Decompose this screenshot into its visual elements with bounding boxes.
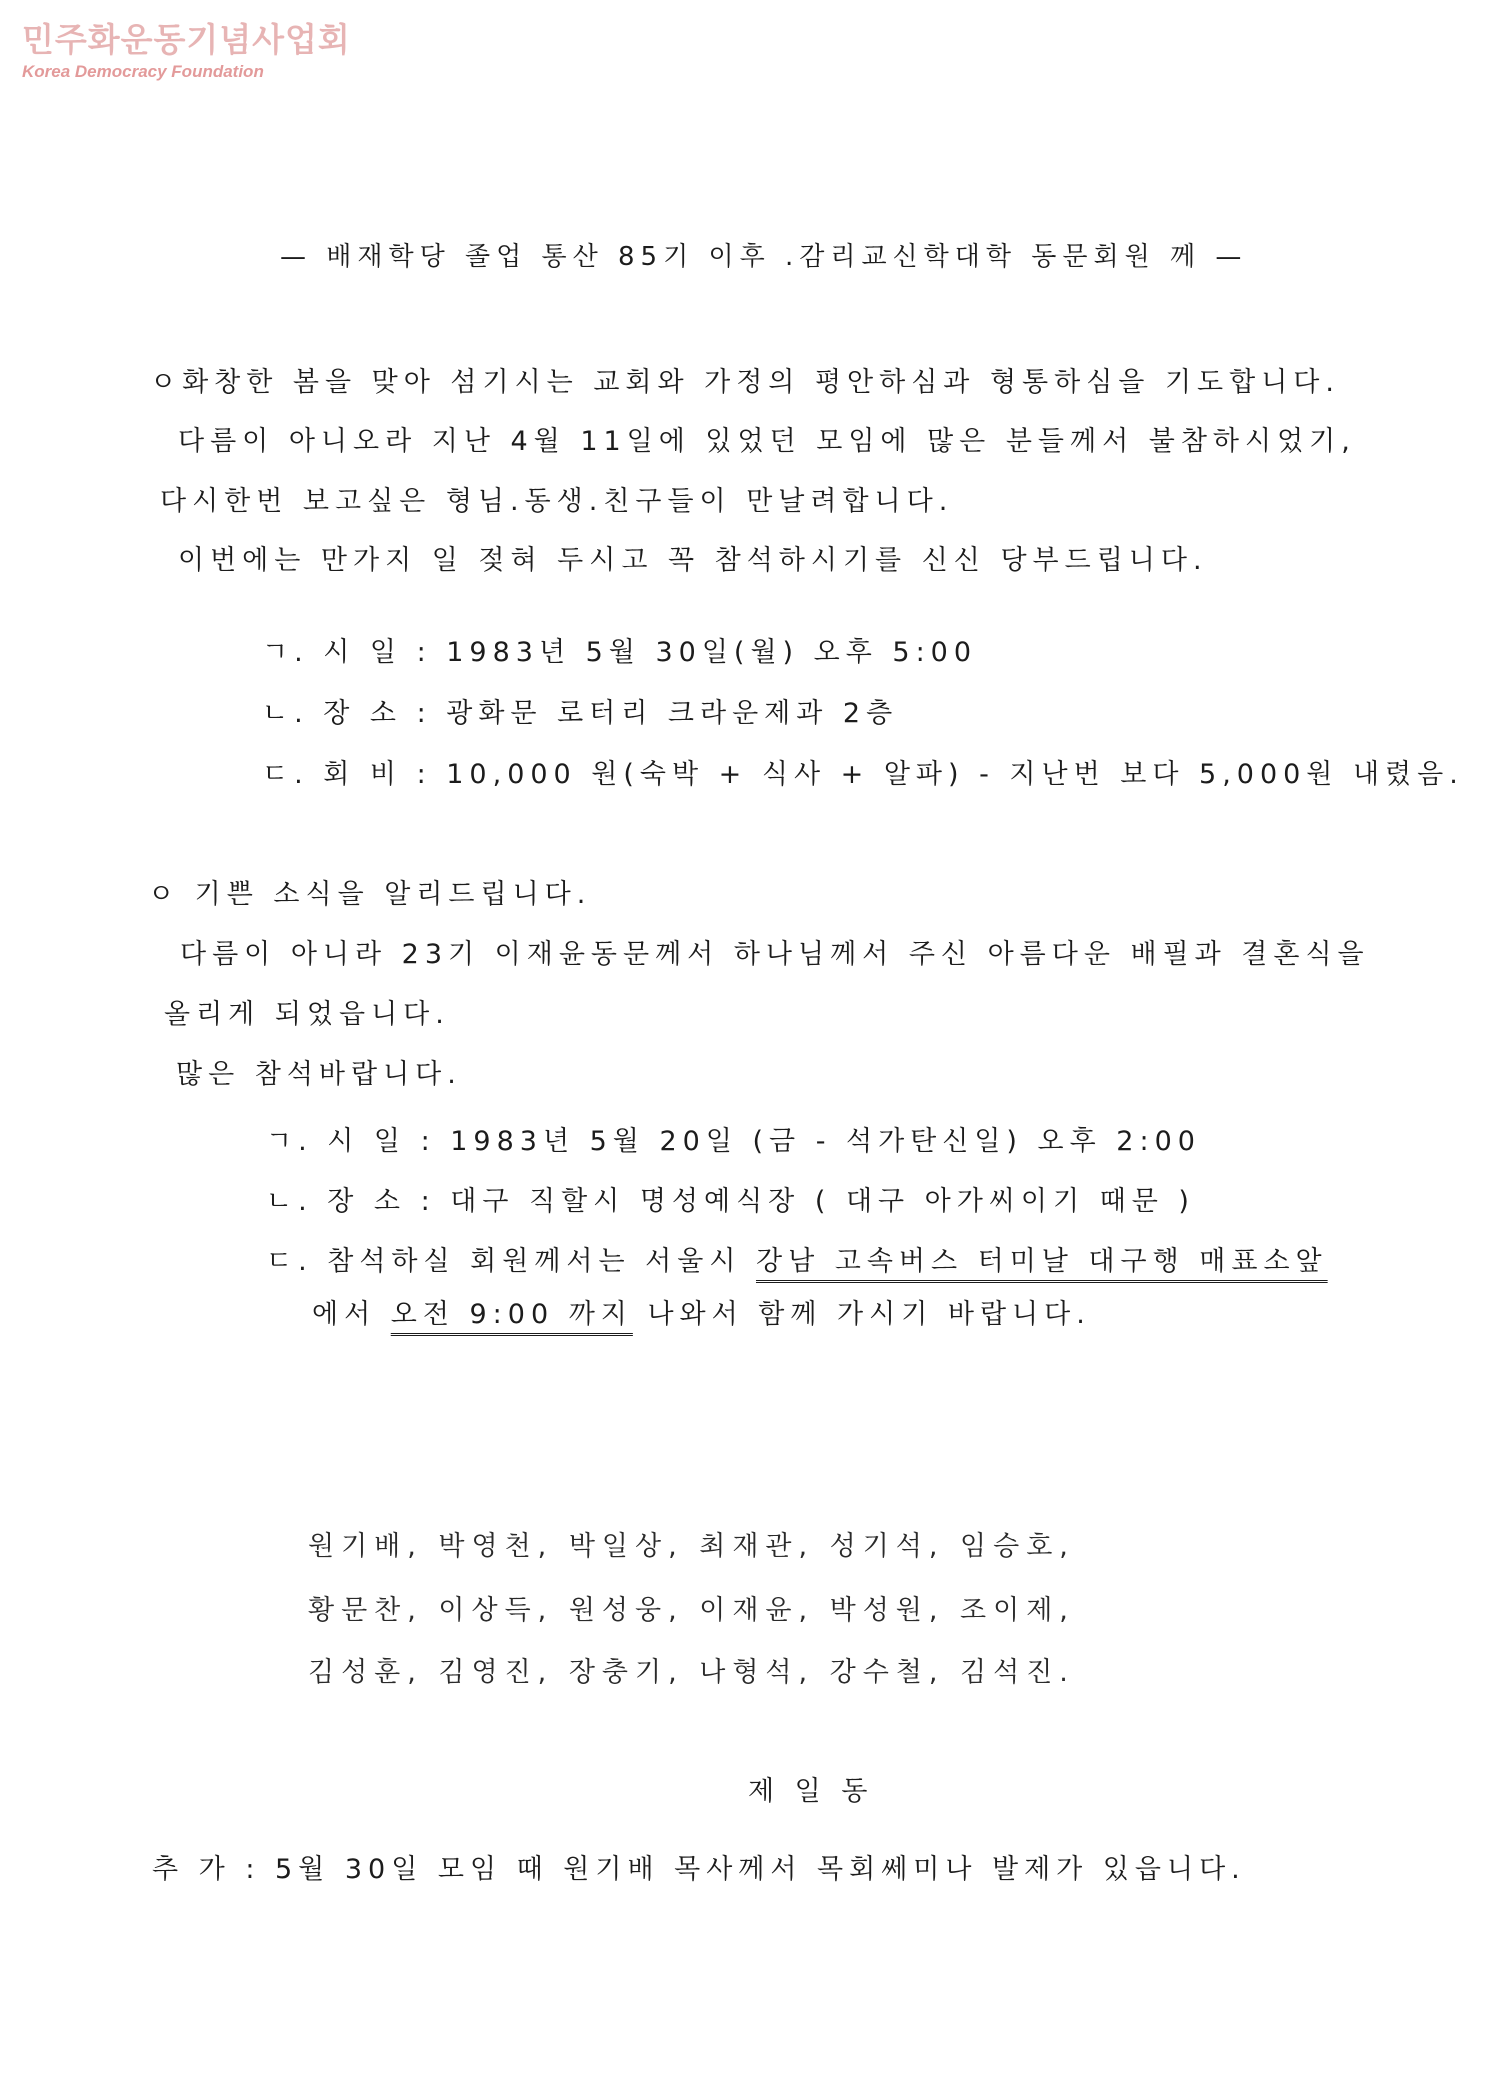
section1-item-date: ㄱ. 시 일 : 1983년 5월 30일(월) 오후 5:00 bbox=[262, 637, 978, 668]
members-row-2: 황문찬, 이상득, 원성웅, 이재윤, 박성원, 조이제, bbox=[308, 1595, 1075, 1626]
addendum: 추 가 : 5월 30일 모임 때 원기배 목사께서 목회쎄미나 발제가 있읍니다. bbox=[152, 1854, 1246, 1885]
meeting-time-underlined: 오전 9:00 까지 bbox=[390, 1299, 633, 1330]
section2-item-place: ㄴ. 장 소 : 대구 직할시 명성예식장 ( 대구 아가씨이기 때문 ) bbox=[266, 1186, 1195, 1217]
members-row-3: 김성훈, 김영진, 장충기, 나형석, 강수철, 김석진. bbox=[308, 1657, 1075, 1688]
meeting-place-underlined: 강남 고속버스 터미날 대구행 매표소앞 bbox=[755, 1246, 1328, 1277]
section2-line-2: 다름이 아니라 23기 이재윤동문께서 하나님께서 주신 아름다운 배필과 결혼식을 bbox=[180, 939, 1370, 970]
section2-line-3: 올리게 되었읍니다. bbox=[164, 999, 450, 1030]
section1-line-2: 다름이 아니오라 지난 4월 11일에 있었던 모임에 많은 분들께서 불참하시었기, bbox=[178, 426, 1356, 457]
members-row-1: 원기배, 박영천, 박일상, 최재관, 성기석, 임승호, bbox=[308, 1531, 1075, 1562]
watermark-logo bbox=[22, 20, 351, 82]
watermark-english: Korea Democracy Foundation bbox=[22, 62, 264, 81]
meeting-line2-prefix: 에서 bbox=[312, 1299, 391, 1330]
sender: 제 일 동 bbox=[748, 1776, 874, 1807]
letter-title: — 배재학당 졸업 통산 85기 이후 .감리교신학대학 동문회원 께 — bbox=[280, 242, 1248, 272]
section1-line-4: 이번에는 만가지 일 젖혀 두시고 꼭 참석하시기를 신신 당부드립니다. bbox=[178, 545, 1208, 576]
section2-item-meeting bbox=[266, 1245, 1328, 1279]
section2-line-1: ㅇ 기쁜 소식을 알리드립니다. bbox=[148, 879, 592, 910]
meeting-prefix: ㄷ. 참석하실 회원께서는 서울시 bbox=[266, 1246, 756, 1277]
section2-item-date: ㄱ. 시 일 : 1983년 5월 20일 (금 - 석가탄신일) 오후 2:00 bbox=[266, 1126, 1201, 1157]
meeting-line2-suffix: 나와서 함께 가시기 바랍니다. bbox=[632, 1299, 1091, 1330]
section1-line-1: ㅇ화창한 봄을 맞아 섬기시는 교회와 가정의 평안하심과 형통하심을 기도합니다. bbox=[150, 367, 1340, 398]
section2-item-meeting-cont bbox=[312, 1298, 1091, 1332]
watermark-korean: 민주화운동기념사업회 bbox=[22, 20, 351, 59]
section1-line-3: 다시한번 보고싶은 형님.동생.친구들이 만날려합니다. bbox=[160, 486, 954, 517]
section1-item-place: ㄴ. 장 소 : 광화문 로터리 크라운제과 2층 bbox=[262, 698, 899, 729]
section1-item-fee: ㄷ. 회 비 : 10,000 원(숙박 + 식사 + 알파) - 지난번 보다 5,000원 내렸음. bbox=[262, 759, 1464, 790]
section2-line-4: 많은 참석바랍니다. bbox=[176, 1059, 462, 1090]
